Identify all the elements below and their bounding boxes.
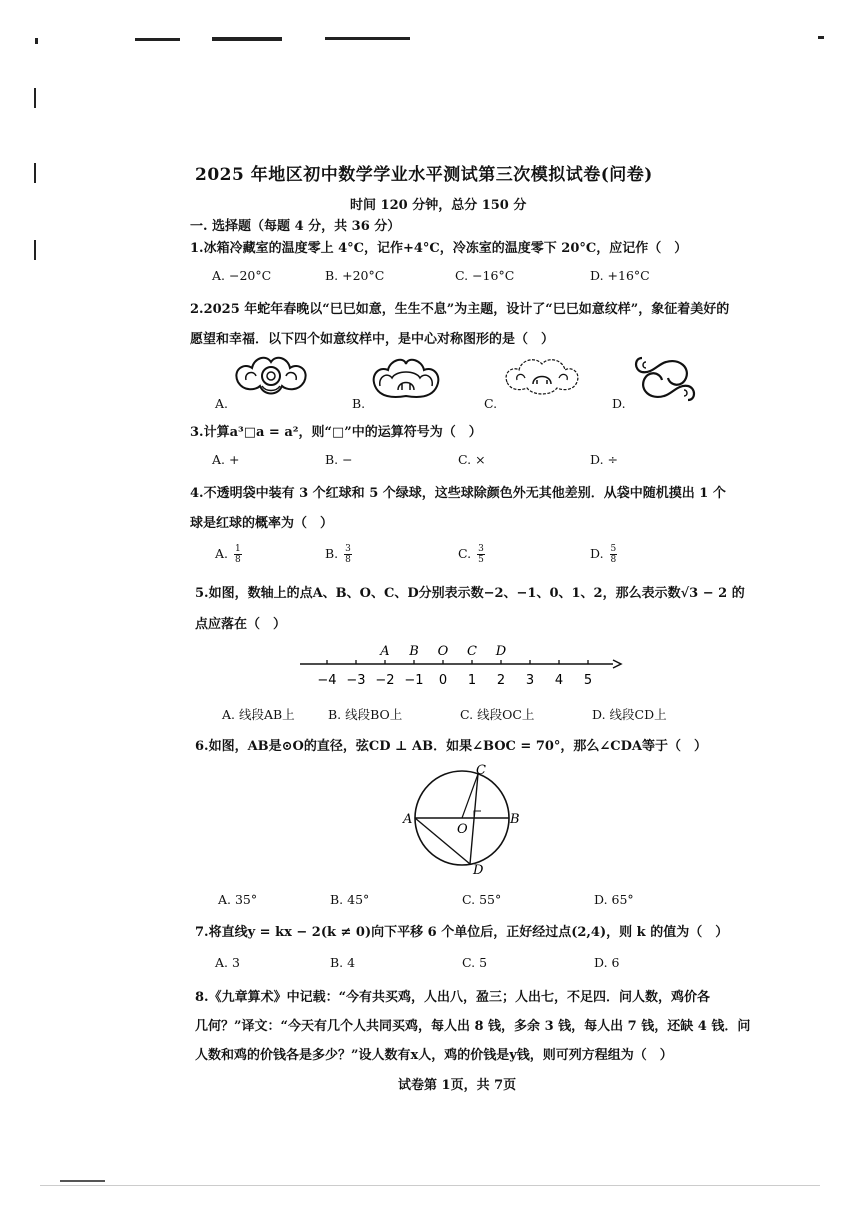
question-2-line-2: 愿望和幸福．以下四个如意纹样中，是中心对称图形的是（ ） <box>190 332 555 347</box>
option-d: D. +16°C <box>590 268 650 283</box>
label-o: O <box>457 822 468 837</box>
option-b: B. 45° <box>330 892 370 907</box>
chord-cd <box>470 774 478 864</box>
scan-mark <box>34 88 36 108</box>
scan-mark <box>34 163 36 183</box>
question-5-line-2: 点应落在（ ） <box>195 617 287 632</box>
option-a <box>215 544 242 565</box>
page-footer: 试卷第 1页，共 7页 <box>398 1078 517 1093</box>
option-c: C. −16°C <box>455 268 515 283</box>
label-d: D <box>473 863 484 878</box>
number-line-tick-label: 3 <box>525 673 535 688</box>
ruyi-cloud-pattern-icon <box>370 356 442 406</box>
circle-geometry-figure <box>400 760 525 880</box>
section-header: 一. 选择题（每题 4 分，共 36 分） <box>190 219 401 234</box>
question-3: 3.计算a³□a = a²，则“□”中的运算符号为（ ） <box>190 425 482 440</box>
question-8-line-2: 几何？”译文：“今天有几个人共同买鸡，每人出 8 钱，多余 3 钱，每人出 7 钱，还缺 4 钱．问 <box>195 1019 751 1034</box>
question-5-line-1: 5.如图，数轴上的点A、B、O、C、D分别表示数−2、−1、0、1、2，那么表示数√3 − 2 的 <box>195 586 745 601</box>
number-line-tick-label: 5 <box>583 673 593 688</box>
option-b: B. <box>352 396 366 411</box>
fraction: $\frac{3}{8}$ <box>345 544 351 565</box>
number-line-tick-label: 2 <box>496 673 506 688</box>
scan-mark <box>40 1185 820 1186</box>
number-line-point-label: C <box>467 644 477 659</box>
scan-mark <box>35 38 38 44</box>
option-c <box>458 544 485 565</box>
option-a: A. 35° <box>218 892 258 907</box>
number-line-tick-label: 0 <box>438 673 448 688</box>
scan-mark <box>60 1180 105 1182</box>
label-b: B <box>510 812 520 827</box>
scan-mark <box>818 36 824 39</box>
question-1: 1.冰箱冷藏室的温度零上 4°C，记作+4°C，冷冻室的温度零下 20°C，应记作（ ） <box>190 241 688 256</box>
number-line-point-label: B <box>409 644 419 659</box>
question-8-line-1: 8.《九章算术》中记载：“今有共买鸡，人出八，盈三；人出七，不足四．问人数，鸡价各 <box>195 990 711 1005</box>
option-b: B. − <box>325 452 353 467</box>
number-line-tick-label: −3 <box>346 673 366 688</box>
exam-subtitle: 时间 120 分钟，总分 150 分 <box>350 198 527 213</box>
option-c: C. × <box>458 452 486 467</box>
label-a: A <box>403 812 413 827</box>
ruyi-spiral-pattern-icon <box>632 350 698 408</box>
number-line-tick-label: −1 <box>404 673 424 688</box>
number-line-tick-label: −2 <box>375 673 395 688</box>
scan-mark <box>135 38 180 41</box>
number-line-figure <box>295 640 625 690</box>
question-6: 6.如图，AB是⊙O的直径，弦CD ⊥ AB．如果∠BOC = 70°，那么∠CDA等于（ ） <box>195 739 708 754</box>
option-label: C. <box>458 546 472 561</box>
number-line-point-label: D <box>495 644 507 659</box>
question-4-line-2: 球是红球的概率为（ ） <box>190 516 334 531</box>
fraction: $\frac{1}{8}$ <box>235 544 241 565</box>
option-c: C. 55° <box>462 892 502 907</box>
option-d <box>590 544 617 565</box>
option-c: C. 线段OC上 <box>460 707 535 722</box>
option-c: C. <box>484 396 498 411</box>
number-line-tick-label: 1 <box>467 673 477 688</box>
question-2-line-1: 2.2025 年蛇年春晚以“巳巳如意，生生不息”为主题，设计了“巳巳如意纹样”，象征着美好的 <box>190 302 730 317</box>
option-b: B. 4 <box>330 955 356 970</box>
question-4-line-1: 4.不透明袋中装有 3 个红球和 5 个绿球，这些球除颜色外无其他差别．从袋中随机摸出 1 个 <box>190 486 726 501</box>
option-c: C. 5 <box>462 955 488 970</box>
option-b: B. +20°C <box>325 268 385 283</box>
scan-mark <box>212 37 282 41</box>
number-line-tick-label: 4 <box>554 673 564 688</box>
option-a: A. −20°C <box>212 268 272 283</box>
option-b: B. 线段BO上 <box>328 707 403 722</box>
question-7: 7.将直线y = kx − 2(k ≠ 0)向下平移 6 个单位后，正好经过点(2,4)，则 k 的值为（ ） <box>195 925 729 940</box>
option-label: A. <box>215 546 229 561</box>
number-line-point-label: O <box>437 644 449 659</box>
exam-title: 2025 年地区初中数学学业水平测试第三次模拟试卷(问卷) <box>195 165 653 185</box>
option-a: A. 线段AB上 <box>222 707 295 722</box>
option-d: D. ÷ <box>590 452 618 467</box>
number-line-tick-label: −4 <box>317 673 337 688</box>
option-d: D. 线段CD上 <box>592 707 667 722</box>
option-a: A. + <box>212 452 240 467</box>
question-8-line-3: 人数和鸡的价钱各是多少？”设人数有x人，鸡的价钱是y钱，则可列方程组为（ ） <box>195 1048 673 1063</box>
option-b <box>325 544 352 565</box>
axis-arrow-icon <box>613 660 621 668</box>
option-label: B. <box>325 546 339 561</box>
fraction: $\frac{3}{5}$ <box>478 544 484 565</box>
option-a: A. <box>215 396 229 411</box>
option-d: D. 65° <box>594 892 634 907</box>
label-c: C <box>476 763 486 778</box>
scan-mark <box>325 37 410 40</box>
number-line-point-label: A <box>380 644 390 659</box>
option-d: D. 6 <box>594 955 620 970</box>
ruyi-cloud-pattern-icon <box>232 352 310 404</box>
option-a: A. 3 <box>215 955 240 970</box>
ruyi-cloud-pattern-icon <box>503 354 581 404</box>
scan-mark <box>34 240 36 260</box>
option-label: D. <box>590 546 604 561</box>
option-d: D. <box>612 396 626 411</box>
fraction: $\frac{5}{8}$ <box>610 544 617 565</box>
